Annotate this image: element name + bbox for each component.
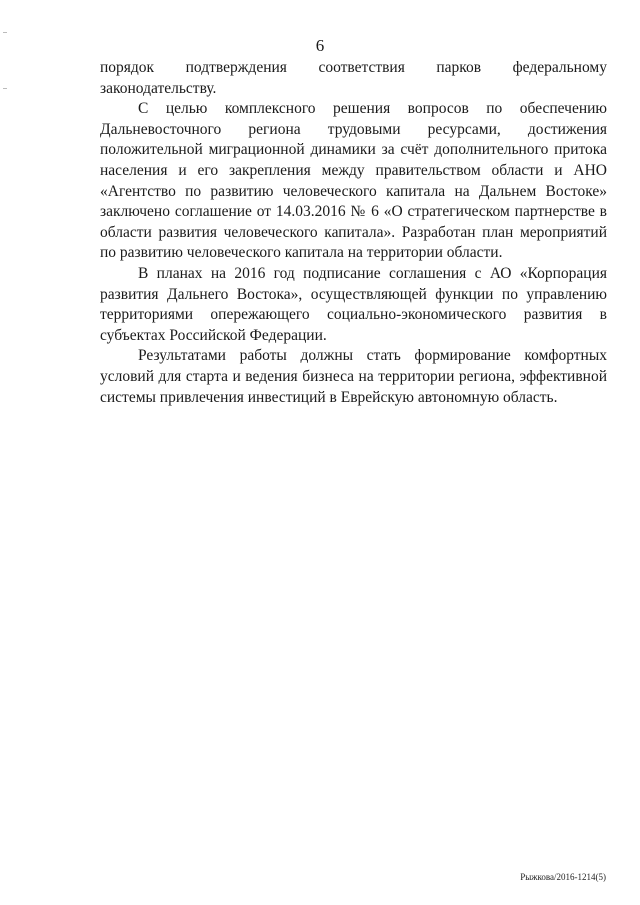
page-number: 6 [315,36,325,55]
paragraph-continuation: порядок подтверждения соответствия парков федеральному законодательству. [100,59,607,97]
document-reference: Рыжкова/2016-1214(5) [520,872,606,882]
paragraph-corporation-agreement: В планах на 2016 год подписание соглашения с АО «Корпорация развития Дальнего Востока», осуществляющей функции по управлению территориями опережающего социально-экономического развития в субъектах Российской Федерации. [100,264,607,344]
document-body [100,58,607,408]
paragraph-human-capital: С целью комплексного решения вопросов по обеспечению Дальневосточного региона трудовыми ресурсами, достижения положительной миграционной динамики за счёт дополнительного притока населения и его закрепления между правительством области и АНО «Агентство по развитию человеческого капитала на Дальнем Востоке» заключено соглашение от 14.03.2016 № 6 «О стратегическом партнерстве в области развития человеческого капитала». Разработан план мероприятий по развитию человеческого капитала на территории области. [100,100,607,262]
paragraph-expected-results: Результатами работы должны стать формирование комфортных условий для старта и ведения бизнеса на территории региона, эффективной системы привлечения инвестиций в Еврейскую автономную область. [100,347,607,406]
margin-mark [3,88,7,89]
margin-mark [3,32,7,33]
